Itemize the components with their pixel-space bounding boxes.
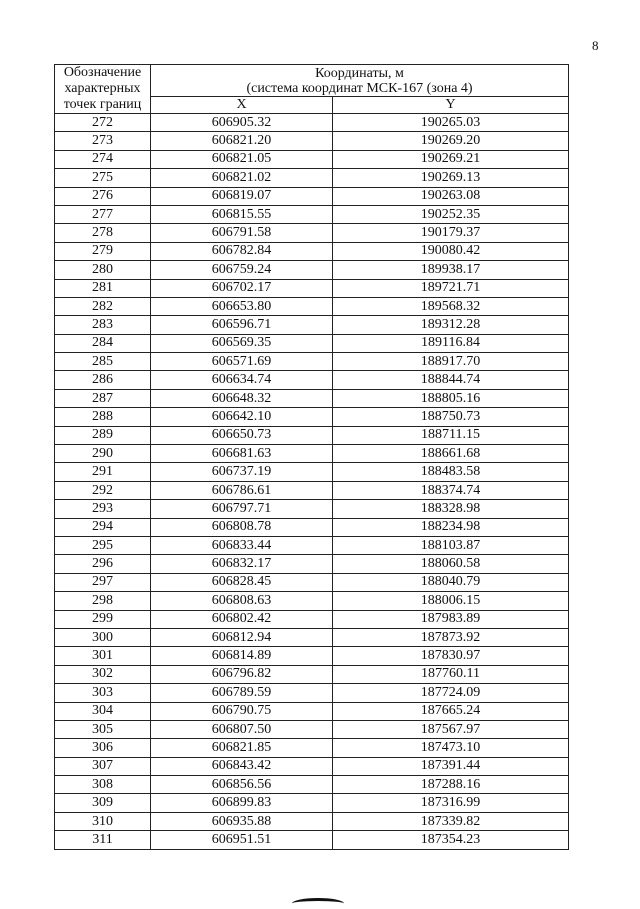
table-row bbox=[55, 592, 569, 610]
x-coordinate-cell: 606821.85 bbox=[151, 739, 333, 757]
point-cell: 284 bbox=[55, 334, 151, 352]
header-point-line-1: Обозначение bbox=[63, 65, 142, 80]
table-row bbox=[55, 224, 569, 242]
table-row bbox=[55, 610, 569, 628]
table-row bbox=[55, 739, 569, 757]
x-coordinate-cell: 606569.35 bbox=[151, 334, 333, 352]
y-coordinate-cell: 187983.89 bbox=[333, 610, 569, 628]
header-point-line-3: точек границ bbox=[63, 97, 142, 112]
y-coordinate-cell: 190263.08 bbox=[333, 187, 569, 205]
x-coordinate-cell: 606653.80 bbox=[151, 297, 333, 315]
x-coordinate-cell: 606815.55 bbox=[151, 205, 333, 223]
table-row bbox=[55, 371, 569, 389]
x-coordinate-cell: 606951.51 bbox=[151, 831, 333, 849]
x-coordinate-cell: 606833.44 bbox=[151, 536, 333, 554]
point-cell: 274 bbox=[55, 150, 151, 168]
y-coordinate-cell: 190269.20 bbox=[333, 132, 569, 150]
table-row bbox=[55, 831, 569, 849]
y-coordinate-cell: 188006.15 bbox=[333, 592, 569, 610]
point-cell: 282 bbox=[55, 297, 151, 315]
table-row bbox=[55, 334, 569, 352]
table-header bbox=[55, 65, 569, 114]
x-coordinate-cell: 606791.58 bbox=[151, 224, 333, 242]
table-row bbox=[55, 536, 569, 554]
table-row bbox=[55, 757, 569, 775]
x-coordinate-cell: 606828.45 bbox=[151, 573, 333, 591]
point-cell: 278 bbox=[55, 224, 151, 242]
point-cell: 304 bbox=[55, 702, 151, 720]
table-row bbox=[55, 169, 569, 187]
x-coordinate-cell: 606648.32 bbox=[151, 389, 333, 407]
y-coordinate-cell: 187288.16 bbox=[333, 776, 569, 794]
x-coordinate-cell: 606802.42 bbox=[151, 610, 333, 628]
x-coordinate-cell: 606650.73 bbox=[151, 426, 333, 444]
point-cell: 298 bbox=[55, 592, 151, 610]
y-coordinate-cell: 188750.73 bbox=[333, 408, 569, 426]
table-row bbox=[55, 573, 569, 591]
table-row bbox=[55, 389, 569, 407]
table-row bbox=[55, 187, 569, 205]
table-row bbox=[55, 684, 569, 702]
point-cell: 292 bbox=[55, 481, 151, 499]
y-coordinate-cell: 189116.84 bbox=[333, 334, 569, 352]
header-coordinates bbox=[151, 65, 569, 97]
y-coordinate-cell: 189721.71 bbox=[333, 279, 569, 297]
table-row bbox=[55, 279, 569, 297]
x-coordinate-cell: 606789.59 bbox=[151, 684, 333, 702]
table-row bbox=[55, 242, 569, 260]
point-cell: 301 bbox=[55, 647, 151, 665]
y-coordinate-cell: 187724.09 bbox=[333, 684, 569, 702]
table-row bbox=[55, 628, 569, 646]
x-coordinate-cell: 606899.83 bbox=[151, 794, 333, 812]
y-coordinate-cell: 188040.79 bbox=[333, 573, 569, 591]
point-cell: 273 bbox=[55, 132, 151, 150]
y-coordinate-cell: 190252.35 bbox=[333, 205, 569, 223]
point-cell: 305 bbox=[55, 720, 151, 738]
table-row bbox=[55, 316, 569, 334]
table-row bbox=[55, 555, 569, 573]
table-row bbox=[55, 647, 569, 665]
x-coordinate-cell: 606782.84 bbox=[151, 242, 333, 260]
x-coordinate-cell: 606796.82 bbox=[151, 665, 333, 683]
bottom-stamp-mark bbox=[292, 898, 344, 909]
x-coordinate-cell: 606571.69 bbox=[151, 353, 333, 371]
x-coordinate-cell: 606808.78 bbox=[151, 518, 333, 536]
y-coordinate-cell: 188483.58 bbox=[333, 463, 569, 481]
point-cell: 308 bbox=[55, 776, 151, 794]
point-cell: 286 bbox=[55, 371, 151, 389]
table-row bbox=[55, 702, 569, 720]
x-coordinate-cell: 606702.17 bbox=[151, 279, 333, 297]
point-cell: 283 bbox=[55, 316, 151, 334]
table-row bbox=[55, 463, 569, 481]
point-cell: 279 bbox=[55, 242, 151, 260]
x-coordinate-cell: 606856.56 bbox=[151, 776, 333, 794]
table-row bbox=[55, 665, 569, 683]
y-coordinate-cell: 187567.97 bbox=[333, 720, 569, 738]
header-coords-line-2: (система координат МСК-167 (зона 4) bbox=[246, 80, 473, 96]
table-row bbox=[55, 297, 569, 315]
table-body bbox=[55, 114, 569, 850]
x-coordinate-cell: 606821.05 bbox=[151, 150, 333, 168]
y-coordinate-cell: 189312.28 bbox=[333, 316, 569, 334]
y-coordinate-cell: 190179.37 bbox=[333, 224, 569, 242]
y-coordinate-cell: 190269.21 bbox=[333, 150, 569, 168]
y-coordinate-cell: 188060.58 bbox=[333, 555, 569, 573]
x-coordinate-cell: 606759.24 bbox=[151, 261, 333, 279]
table-row bbox=[55, 500, 569, 518]
header-x: X bbox=[151, 97, 333, 114]
y-coordinate-cell: 188661.68 bbox=[333, 445, 569, 463]
page-number: 8 bbox=[592, 38, 599, 53]
y-coordinate-cell: 187354.23 bbox=[333, 831, 569, 849]
x-coordinate-cell: 606790.75 bbox=[151, 702, 333, 720]
point-cell: 297 bbox=[55, 573, 151, 591]
point-cell: 307 bbox=[55, 757, 151, 775]
table-row bbox=[55, 353, 569, 371]
x-coordinate-cell: 606737.19 bbox=[151, 463, 333, 481]
y-coordinate-cell: 190265.03 bbox=[333, 114, 569, 132]
x-coordinate-cell: 606634.74 bbox=[151, 371, 333, 389]
point-cell: 281 bbox=[55, 279, 151, 297]
header-coords-line-1: Координаты, м bbox=[315, 65, 404, 81]
point-cell: 294 bbox=[55, 518, 151, 536]
table-row bbox=[55, 518, 569, 536]
point-cell: 289 bbox=[55, 426, 151, 444]
point-cell: 276 bbox=[55, 187, 151, 205]
point-cell: 302 bbox=[55, 665, 151, 683]
x-coordinate-cell: 606812.94 bbox=[151, 628, 333, 646]
y-coordinate-cell: 187316.99 bbox=[333, 794, 569, 812]
point-cell: 306 bbox=[55, 739, 151, 757]
point-cell: 303 bbox=[55, 684, 151, 702]
point-cell: 288 bbox=[55, 408, 151, 426]
x-coordinate-cell: 606819.07 bbox=[151, 187, 333, 205]
point-cell: 295 bbox=[55, 536, 151, 554]
y-coordinate-cell: 187665.24 bbox=[333, 702, 569, 720]
header-point-label bbox=[55, 65, 151, 114]
point-cell: 300 bbox=[55, 628, 151, 646]
table-row bbox=[55, 445, 569, 463]
point-cell: 311 bbox=[55, 831, 151, 849]
x-coordinate-cell: 606935.88 bbox=[151, 812, 333, 830]
y-coordinate-cell: 188711.15 bbox=[333, 426, 569, 444]
table-row bbox=[55, 205, 569, 223]
point-cell: 277 bbox=[55, 205, 151, 223]
point-cell: 293 bbox=[55, 500, 151, 518]
x-coordinate-cell: 606808.63 bbox=[151, 592, 333, 610]
point-cell: 309 bbox=[55, 794, 151, 812]
table-row bbox=[55, 114, 569, 132]
table-row bbox=[55, 720, 569, 738]
y-coordinate-cell: 187830.97 bbox=[333, 647, 569, 665]
y-coordinate-cell: 188374.74 bbox=[333, 481, 569, 499]
header-point-line-2: характерных bbox=[64, 81, 141, 96]
point-cell: 275 bbox=[55, 169, 151, 187]
point-cell: 287 bbox=[55, 389, 151, 407]
table-row bbox=[55, 408, 569, 426]
table-row bbox=[55, 481, 569, 499]
point-cell: 299 bbox=[55, 610, 151, 628]
y-coordinate-cell: 188917.70 bbox=[333, 353, 569, 371]
point-cell: 285 bbox=[55, 353, 151, 371]
x-coordinate-cell: 606843.42 bbox=[151, 757, 333, 775]
y-coordinate-cell: 188805.16 bbox=[333, 389, 569, 407]
y-coordinate-cell: 187760.11 bbox=[333, 665, 569, 683]
y-coordinate-cell: 187339.82 bbox=[333, 812, 569, 830]
point-cell: 310 bbox=[55, 812, 151, 830]
table-row bbox=[55, 776, 569, 794]
y-coordinate-cell: 190080.42 bbox=[333, 242, 569, 260]
y-coordinate-cell: 188844.74 bbox=[333, 371, 569, 389]
y-coordinate-cell: 189938.17 bbox=[333, 261, 569, 279]
x-coordinate-cell: 606814.89 bbox=[151, 647, 333, 665]
x-coordinate-cell: 606596.71 bbox=[151, 316, 333, 334]
table-row bbox=[55, 812, 569, 830]
table-row bbox=[55, 261, 569, 279]
coordinates-table bbox=[54, 64, 569, 850]
table-row bbox=[55, 150, 569, 168]
table-row bbox=[55, 426, 569, 444]
point-cell: 296 bbox=[55, 555, 151, 573]
x-coordinate-cell: 606642.10 bbox=[151, 408, 333, 426]
y-coordinate-cell: 188328.98 bbox=[333, 500, 569, 518]
y-coordinate-cell: 189568.32 bbox=[333, 297, 569, 315]
x-coordinate-cell: 606905.32 bbox=[151, 114, 333, 132]
y-coordinate-cell: 188103.87 bbox=[333, 536, 569, 554]
x-coordinate-cell: 606821.02 bbox=[151, 169, 333, 187]
table-row bbox=[55, 132, 569, 150]
x-coordinate-cell: 606832.17 bbox=[151, 555, 333, 573]
y-coordinate-cell: 188234.98 bbox=[333, 518, 569, 536]
x-coordinate-cell: 606681.63 bbox=[151, 445, 333, 463]
point-cell: 272 bbox=[55, 114, 151, 132]
y-coordinate-cell: 190269.13 bbox=[333, 169, 569, 187]
header-y: Y bbox=[333, 97, 569, 114]
point-cell: 290 bbox=[55, 445, 151, 463]
y-coordinate-cell: 187391.44 bbox=[333, 757, 569, 775]
y-coordinate-cell: 187473.10 bbox=[333, 739, 569, 757]
y-coordinate-cell: 187873.92 bbox=[333, 628, 569, 646]
x-coordinate-cell: 606786.61 bbox=[151, 481, 333, 499]
x-coordinate-cell: 606821.20 bbox=[151, 132, 333, 150]
point-cell: 291 bbox=[55, 463, 151, 481]
x-coordinate-cell: 606797.71 bbox=[151, 500, 333, 518]
point-cell: 280 bbox=[55, 261, 151, 279]
x-coordinate-cell: 606807.50 bbox=[151, 720, 333, 738]
table-row bbox=[55, 794, 569, 812]
